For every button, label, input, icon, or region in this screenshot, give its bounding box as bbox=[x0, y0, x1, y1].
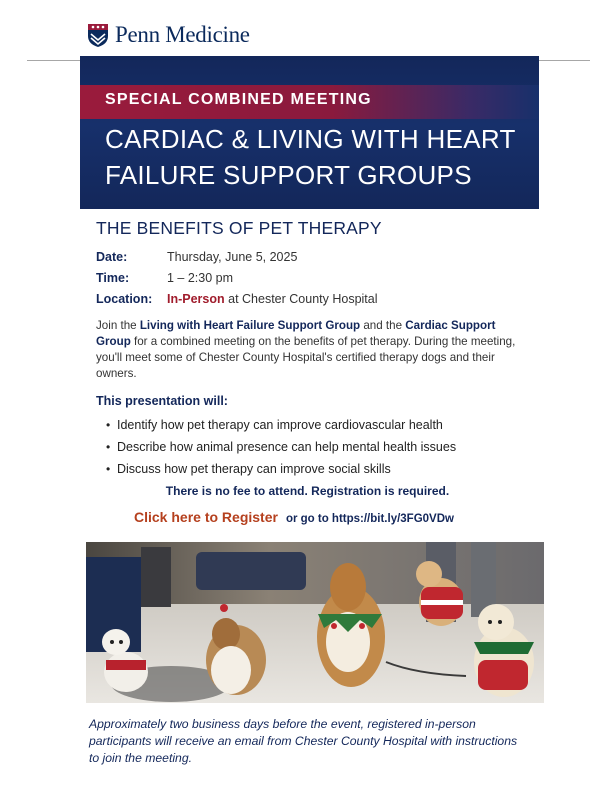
time-row bbox=[96, 267, 378, 288]
location-value bbox=[167, 292, 378, 306]
list-item-text: Discuss how pet therapy can improve social skills bbox=[117, 462, 391, 476]
presentation-list bbox=[106, 414, 456, 480]
therapy-dogs-illustration bbox=[86, 542, 544, 703]
time-label: Time: bbox=[96, 270, 130, 285]
fee-note: There is no fee to attend. Registration is required. bbox=[165, 484, 450, 498]
location-mode: In-Person bbox=[167, 291, 225, 306]
intro-paragraph bbox=[96, 318, 516, 382]
bullet-icon: • bbox=[106, 440, 111, 454]
list-item-text: Identify how pet therapy can improve cardiovascular health bbox=[117, 418, 443, 432]
instructions-caption: Approximately two business days before the event, registered in-person participants will receive an email from Chester County Hospital with instructions to join the meeting. bbox=[89, 717, 518, 765]
time-value: 1 – 2:30 pm bbox=[167, 270, 234, 285]
list-item bbox=[106, 436, 456, 458]
intro-text-3: for a combined meeting on the benefits of pet therapy. During the meeting, you'll meet some of Chester County Hospital's certified therapy dogs and their owners. bbox=[96, 335, 516, 380]
list-item bbox=[106, 458, 456, 480]
date-label: Date: bbox=[96, 249, 128, 264]
bullet-icon: • bbox=[106, 462, 111, 476]
date-row bbox=[96, 246, 378, 267]
presentation-heading: This presentation will: bbox=[96, 394, 228, 408]
bullet-icon: • bbox=[106, 418, 111, 432]
banner-title-line-1: CARDIAC & LIVING WITH HEART bbox=[105, 124, 516, 154]
date-value: Thursday, June 5, 2025 bbox=[167, 249, 298, 264]
banner-title bbox=[105, 121, 535, 193]
location-place: at Chester County Hospital bbox=[224, 291, 378, 306]
register-url-text[interactable]: or go to https://bit.ly/3FG0VDw bbox=[285, 513, 454, 525]
banner-title-line-2: FAILURE SUPPORT GROUPS bbox=[105, 160, 472, 190]
group-name-heart-failure: Living with Heart Failure Support Group bbox=[139, 319, 361, 332]
intro-text-2: and the bbox=[360, 319, 406, 332]
banner-subtitle: SPECIAL COMBINED MEETING bbox=[105, 91, 372, 108]
section-title: THE BENEFITS OF PET THERAPY bbox=[96, 218, 382, 238]
location-row bbox=[96, 288, 378, 309]
event-details bbox=[96, 246, 378, 309]
group-name-cardiac: Cardiac Support Group bbox=[96, 319, 496, 348]
register-line bbox=[134, 509, 454, 525]
register-link[interactable]: Click here to Register bbox=[134, 509, 278, 525]
list-item bbox=[106, 414, 456, 436]
intro-text-1: Join the bbox=[96, 319, 140, 332]
list-item-text: Describe how animal presence can help mental health issues bbox=[117, 440, 457, 454]
brand-name: Penn Medicine bbox=[115, 22, 250, 47]
penn-medicine-logo bbox=[87, 22, 250, 48]
penn-shield-icon bbox=[87, 23, 109, 48]
event-banner bbox=[80, 56, 539, 209]
location-label: Location: bbox=[96, 291, 153, 306]
therapy-dogs-photo bbox=[86, 542, 544, 703]
